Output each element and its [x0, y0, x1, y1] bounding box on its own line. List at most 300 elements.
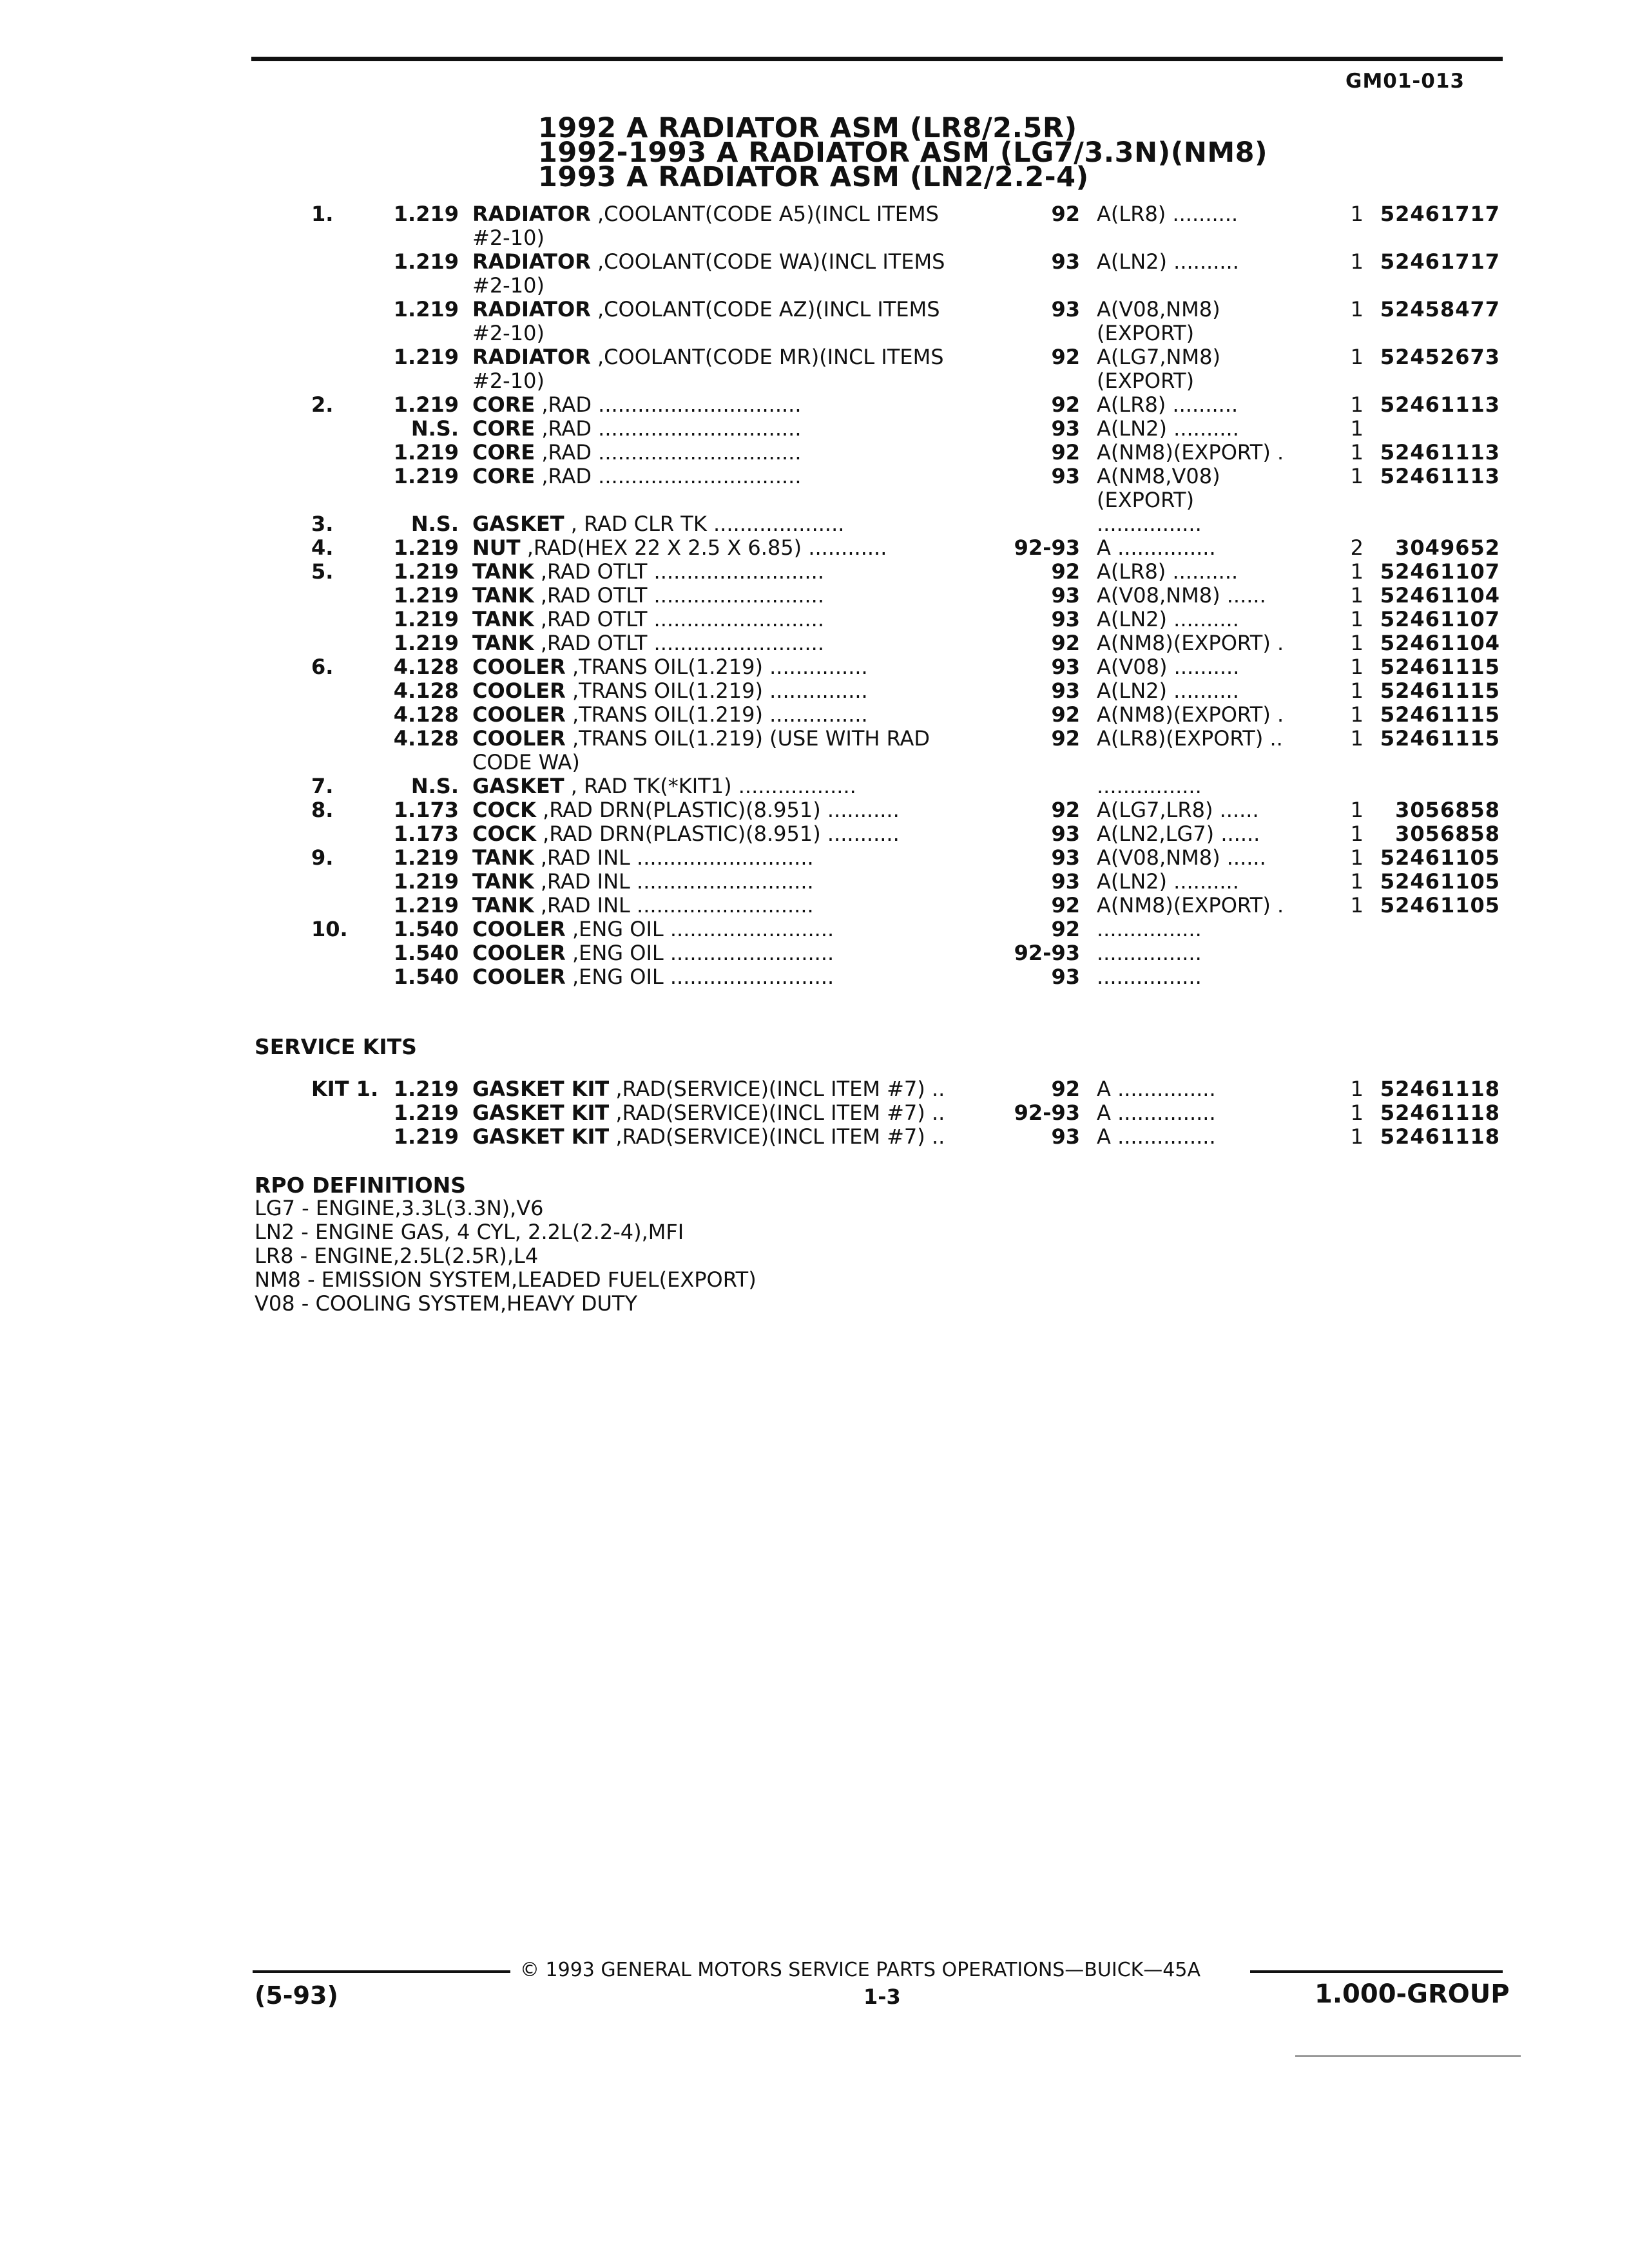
model-year: 93 [1051, 297, 1080, 322]
model-year: 93 [1051, 678, 1080, 703]
part-name: GASKET KIT [472, 1077, 610, 1101]
part-description [472, 679, 996, 703]
part-description-detail: ,RAD OTLT .......................... [534, 560, 825, 584]
part-description-detail: ,RAD ............................... [535, 465, 802, 488]
title-line-1: 1992 A RADIATOR ASM (LR8/2.5R) [538, 112, 1077, 144]
part-description [472, 798, 996, 822]
part-name: TANK [472, 584, 534, 608]
group-number: 1.219 [393, 1100, 459, 1125]
group-number: 1.219 [393, 202, 459, 226]
group-number: 1.219 [393, 1124, 459, 1149]
part-row [0, 846, 1629, 870]
part-description [472, 1125, 996, 1149]
model-applicability: A(NM8)(EXPORT) . [1097, 703, 1284, 727]
part-description [472, 918, 996, 941]
model-applicability: A(NM8,V08) [1097, 465, 1220, 488]
part-name: RADIATOR [472, 250, 591, 274]
part-row-continuation [0, 488, 1629, 512]
group-number: 1.219 [393, 869, 459, 894]
rpo-item: LN2 - ENGINE GAS, 4 CYL, 2.2L(2.2-4),MFI [255, 1220, 684, 1244]
model-year: 93 [1051, 1124, 1080, 1149]
group-number: 1.540 [393, 941, 459, 965]
model-applicability: A(LN2) .......... [1097, 417, 1239, 441]
part-description [472, 894, 996, 918]
group-number: 1.219 [393, 464, 459, 488]
quantity: 1 [1350, 464, 1364, 488]
group-number: 1.219 [393, 535, 459, 560]
part-number: 52461104 [1380, 583, 1500, 608]
group-number: 1.219 [393, 845, 459, 870]
part-description-detail: ,RAD OTLT .......................... [534, 584, 825, 608]
model-year: 92 [1051, 631, 1080, 655]
part-name: TANK [472, 846, 534, 870]
part-description-detail: ,TRANS OIL(1.219) (USE WITH RAD [565, 727, 930, 751]
part-row [0, 679, 1629, 703]
part-name: RADIATOR [472, 345, 591, 369]
quantity: 1 [1350, 392, 1364, 417]
quantity: 1 [1350, 893, 1364, 918]
quantity: 1 [1350, 822, 1364, 846]
model-applicability: ................ [1097, 774, 1202, 798]
bottom-right-line [1295, 2055, 1521, 2057]
part-name: COOLER [472, 918, 566, 941]
part-row [0, 250, 1629, 274]
part-description-detail: ,COOLANT(CODE AZ)(INCL ITEMS [590, 298, 940, 322]
quantity: 1 [1350, 702, 1364, 727]
part-number: 52458477 [1380, 297, 1500, 322]
part-description-detail: ,TRANS OIL(1.219) ............... [565, 679, 868, 703]
part-row [0, 441, 1629, 465]
service-kits-heading: SERVICE KITS [255, 1034, 417, 1059]
quantity: 1 [1350, 202, 1364, 226]
quantity: 1 [1350, 416, 1364, 441]
model-continuation: (EXPORT) [1097, 321, 1195, 345]
part-row-continuation [0, 274, 1629, 298]
item-number: 3. [311, 512, 334, 536]
item-number: 9. [311, 845, 334, 870]
document-code: GM01-013 [1345, 70, 1465, 93]
part-description [472, 393, 996, 417]
quantity: 1 [1350, 583, 1364, 608]
model-applicability: A(V08,NM8) ...... [1097, 584, 1266, 608]
part-number: 52461107 [1380, 607, 1500, 631]
description-continuation: #2-10) [472, 226, 545, 250]
part-name: COOLER [472, 655, 566, 679]
part-number: 3049652 [1395, 535, 1500, 560]
model-applicability: A(V08,NM8) [1097, 298, 1220, 322]
part-row [0, 1101, 1629, 1125]
part-name: GASKET [472, 512, 564, 536]
part-number: 52461115 [1380, 655, 1500, 679]
quantity: 1 [1350, 297, 1364, 322]
part-description-detail: ,RAD(SERVICE)(INCL ITEM #7) .. [609, 1077, 945, 1101]
rpo-item: NM8 - EMISSION SYSTEM,LEADED FUEL(EXPORT) [255, 1267, 757, 1292]
part-row [0, 703, 1629, 727]
footer-date-code: (5-93) [255, 1981, 338, 2010]
title-line-2: 1992-1993 A RADIATOR ASM (LG7/3.3N)(NM8) [538, 137, 1268, 169]
part-row [0, 798, 1629, 822]
part-description-detail: ,RAD(SERVICE)(INCL ITEM #7) .. [609, 1101, 945, 1125]
part-row [0, 465, 1629, 488]
part-row [0, 584, 1629, 608]
part-number: 52461118 [1380, 1124, 1500, 1149]
quantity: 1 [1350, 1124, 1364, 1149]
part-row [0, 1125, 1629, 1149]
item-number: 1. [311, 202, 334, 226]
item-number: 7. [311, 774, 334, 798]
part-number: 52461115 [1380, 702, 1500, 727]
group-number: 1.219 [393, 631, 459, 655]
part-description [472, 417, 996, 441]
model-year: 92-93 [1014, 535, 1080, 560]
part-number: 52461105 [1380, 845, 1500, 870]
part-row-continuation [0, 369, 1629, 393]
item-number: 8. [311, 798, 334, 822]
part-number: 3056858 [1395, 798, 1500, 822]
quantity: 1 [1350, 440, 1364, 465]
model-continuation: (EXPORT) [1097, 488, 1195, 512]
model-applicability: A ............... [1097, 1101, 1216, 1125]
part-description-detail: ,RAD INL ........................... [534, 894, 814, 918]
part-name: NUT [472, 536, 521, 560]
group-number: 4.128 [393, 726, 459, 751]
part-row [0, 727, 1629, 751]
model-applicability: A(LG7,NM8) [1097, 345, 1220, 369]
model-year: 93 [1051, 464, 1080, 488]
model-applicability: ................ [1097, 941, 1202, 965]
model-year: 92 [1051, 440, 1080, 465]
part-description [472, 560, 996, 584]
description-continuation: #2-10) [472, 369, 545, 393]
part-row [0, 608, 1629, 631]
quantity: 1 [1350, 655, 1364, 679]
group-number: 1.173 [393, 822, 459, 846]
quantity: 1 [1350, 845, 1364, 870]
model-applicability: A ............... [1097, 1125, 1216, 1149]
part-name: COCK [472, 822, 536, 846]
part-description-detail: ,RAD OTLT .......................... [534, 631, 825, 655]
part-row [0, 870, 1629, 894]
part-number: 52461105 [1380, 869, 1500, 894]
part-row [0, 202, 1629, 226]
model-year: 92 [1051, 345, 1080, 369]
item-number: 5. [311, 559, 334, 584]
rpo-item: V08 - COOLING SYSTEM,HEAVY DUTY [255, 1291, 637, 1316]
item-number: 10. [311, 917, 348, 941]
part-number: 52461113 [1380, 464, 1500, 488]
part-description [472, 822, 996, 846]
model-year: 92 [1051, 893, 1080, 918]
part-description [472, 774, 996, 798]
group-number: N.S. [410, 416, 459, 441]
model-year: 92 [1051, 559, 1080, 584]
model-year: 93 [1051, 583, 1080, 608]
model-applicability: A(LN2) .......... [1097, 608, 1239, 631]
group-number: N.S. [410, 774, 459, 798]
quantity: 1 [1350, 607, 1364, 631]
part-description [472, 846, 996, 870]
item-number: 4. [311, 535, 334, 560]
part-row [0, 393, 1629, 417]
part-description [472, 465, 996, 488]
part-description [472, 608, 996, 631]
part-description-detail: ,RAD INL ........................... [534, 846, 814, 870]
part-description [472, 298, 996, 322]
model-year: 93 [1051, 965, 1080, 989]
model-year: 92 [1051, 702, 1080, 727]
model-year: 92 [1051, 392, 1080, 417]
part-name: COCK [472, 798, 536, 822]
model-applicability: ................ [1097, 965, 1202, 989]
group-number: 1.219 [393, 559, 459, 584]
part-row-continuation [0, 226, 1629, 250]
part-row [0, 345, 1629, 369]
part-number: 52461115 [1380, 678, 1500, 703]
quantity: 1 [1350, 678, 1364, 703]
part-description [472, 655, 996, 679]
part-number: 52461717 [1380, 249, 1500, 274]
part-name: RADIATOR [472, 202, 591, 226]
model-year: 93 [1051, 607, 1080, 631]
model-applicability: A(LG7,LR8) ...... [1097, 798, 1259, 822]
part-description-detail: ,ENG OIL ......................... [565, 965, 834, 989]
item-number: KIT 1. [311, 1077, 379, 1101]
part-name: CORE [472, 441, 535, 465]
part-description-detail: , RAD TK(*KIT1) .................. [564, 774, 856, 798]
model-applicability: A(V08) .......... [1097, 655, 1240, 679]
part-description [472, 202, 996, 226]
part-row [0, 1077, 1629, 1101]
part-name: TANK [472, 608, 534, 631]
top-rule [251, 57, 1503, 61]
part-number: 52461113 [1380, 392, 1500, 417]
part-number: 52461105 [1380, 893, 1500, 918]
part-description [472, 250, 996, 274]
group-number: 1.219 [393, 249, 459, 274]
part-name: TANK [472, 894, 534, 918]
part-number: 52461118 [1380, 1100, 1500, 1125]
group-number: 1.219 [393, 607, 459, 631]
part-description [472, 512, 996, 536]
model-applicability: A(NM8)(EXPORT) . [1097, 631, 1284, 655]
group-number: 1.173 [393, 798, 459, 822]
part-description [472, 1077, 996, 1101]
part-name: GASKET KIT [472, 1101, 610, 1125]
part-number: 52461115 [1380, 726, 1500, 751]
group-number: 1.219 [393, 297, 459, 322]
part-row [0, 894, 1629, 918]
quantity: 1 [1350, 1100, 1364, 1125]
part-name: TANK [472, 631, 534, 655]
model-year: 93 [1051, 416, 1080, 441]
part-description-detail: ,ENG OIL ......................... [565, 918, 834, 941]
part-row [0, 941, 1629, 965]
part-description [472, 727, 996, 751]
group-number: 1.219 [393, 893, 459, 918]
group-number: 1.219 [393, 440, 459, 465]
model-applicability: ................ [1097, 512, 1202, 536]
part-description-detail: ,RAD ............................... [535, 441, 802, 465]
part-description-detail: ,RAD(HEX 22 X 2.5 X 6.85) ............ [520, 536, 887, 560]
model-applicability: A(LR8)(EXPORT) .. [1097, 727, 1283, 751]
description-continuation: #2-10) [472, 321, 545, 345]
part-description [472, 584, 996, 608]
quantity: 1 [1350, 869, 1364, 894]
model-applicability: A ............... [1097, 1077, 1216, 1101]
part-name: CORE [472, 393, 535, 417]
part-description [472, 345, 996, 369]
rpo-item: LR8 - ENGINE,2.5L(2.5R),L4 [255, 1244, 539, 1268]
footer-copyright: © 1993 GENERAL MOTORS SERVICE PARTS OPERATIONS—BUICK—45A [520, 1959, 1201, 1981]
quantity: 1 [1350, 249, 1364, 274]
part-name: RADIATOR [472, 298, 591, 322]
group-number: 1.219 [393, 345, 459, 369]
part-row [0, 512, 1629, 536]
part-row [0, 655, 1629, 679]
model-year: 92 [1051, 917, 1080, 941]
model-applicability: A(LN2) .......... [1097, 870, 1239, 894]
model-applicability: A(LN2) .......... [1097, 679, 1239, 703]
part-name: GASKET KIT [472, 1125, 610, 1149]
part-description [472, 965, 996, 989]
part-row [0, 298, 1629, 322]
part-description [472, 1101, 996, 1125]
item-number: 6. [311, 655, 334, 679]
model-applicability: A(NM8)(EXPORT) . [1097, 441, 1284, 465]
model-applicability: A ............... [1097, 536, 1216, 560]
part-name: COOLER [472, 727, 566, 751]
part-description [472, 441, 996, 465]
part-row [0, 918, 1629, 941]
part-number: 52452673 [1380, 345, 1500, 369]
part-name: COOLER [472, 679, 566, 703]
part-description-detail: , RAD CLR TK .................... [564, 512, 845, 536]
part-description [472, 536, 996, 560]
part-number: 52461104 [1380, 631, 1500, 655]
group-number: 1.540 [393, 917, 459, 941]
part-description [472, 870, 996, 894]
part-row-continuation [0, 751, 1629, 774]
part-description-detail: ,COOLANT(CODE WA)(INCL ITEMS [590, 250, 945, 274]
quantity: 1 [1350, 726, 1364, 751]
model-year: 93 [1051, 845, 1080, 870]
part-number: 52461107 [1380, 559, 1500, 584]
model-applicability: ................ [1097, 918, 1202, 941]
part-name: CORE [472, 465, 535, 488]
part-description [472, 703, 996, 727]
group-number: 4.128 [393, 655, 459, 679]
group-number: 1.219 [393, 583, 459, 608]
part-row-continuation [0, 322, 1629, 345]
quantity: 1 [1350, 345, 1364, 369]
part-description-detail: ,COOLANT(CODE MR)(INCL ITEMS [590, 345, 944, 369]
part-description-detail: ,RAD(SERVICE)(INCL ITEM #7) .. [609, 1125, 945, 1149]
model-applicability: A(LN2,LG7) ...... [1097, 822, 1260, 846]
part-description-detail: ,ENG OIL ......................... [565, 941, 834, 965]
model-applicability: A(LR8) .......... [1097, 202, 1239, 226]
part-number: 52461118 [1380, 1077, 1500, 1101]
part-description-detail: ,RAD INL ........................... [534, 870, 814, 894]
footer-group: 1.000-GROUP [1315, 1979, 1510, 2009]
description-continuation: #2-10) [472, 273, 545, 298]
title-line-3: 1993 A RADIATOR ASM (LN2/2.2-4) [538, 161, 1089, 193]
model-applicability: A(LN2) .......... [1097, 250, 1239, 274]
footer-page-number: 1-3 [863, 1984, 901, 2009]
part-description-detail: ,RAD DRN(PLASTIC)(8.951) ........... [535, 798, 900, 822]
rpo-item: LG7 - ENGINE,3.3L(3.3N),V6 [255, 1196, 544, 1220]
group-number: 1.219 [393, 1077, 459, 1101]
model-year: 92 [1051, 202, 1080, 226]
model-year: 92 [1051, 798, 1080, 822]
part-description-detail: ,COOLANT(CODE A5)(INCL ITEMS [590, 202, 939, 226]
part-name: COOLER [472, 965, 566, 989]
footer-rule-right [1250, 1970, 1503, 1973]
part-description [472, 941, 996, 965]
quantity: 1 [1350, 1077, 1364, 1101]
group-number: 1.540 [393, 965, 459, 989]
part-row [0, 417, 1629, 441]
part-name: TANK [472, 560, 534, 584]
model-year: 93 [1051, 869, 1080, 894]
group-number: 4.128 [393, 702, 459, 727]
part-number: 3056858 [1395, 822, 1500, 846]
model-year: 93 [1051, 822, 1080, 846]
part-row [0, 560, 1629, 584]
part-description-detail: ,TRANS OIL(1.219) ............... [565, 655, 868, 679]
model-applicability: A(LR8) .......... [1097, 393, 1239, 417]
part-number: 52461113 [1380, 440, 1500, 465]
part-number: 52461717 [1380, 202, 1500, 226]
part-row [0, 536, 1629, 560]
part-row [0, 822, 1629, 846]
part-row [0, 774, 1629, 798]
model-applicability: A(NM8)(EXPORT) . [1097, 894, 1284, 918]
part-description-detail: ,TRANS OIL(1.219) ............... [565, 703, 868, 727]
group-number: 4.128 [393, 678, 459, 703]
model-applicability: A(V08,NM8) ...... [1097, 846, 1266, 870]
part-name: COOLER [472, 703, 566, 727]
group-number: 1.219 [393, 392, 459, 417]
quantity: 1 [1350, 559, 1364, 584]
part-description-detail: ,RAD OTLT .......................... [534, 608, 825, 631]
model-year: 92-93 [1014, 941, 1080, 965]
quantity: 1 [1350, 631, 1364, 655]
part-description-detail: ,RAD ............................... [535, 393, 802, 417]
model-continuation: (EXPORT) [1097, 369, 1195, 393]
part-description-detail: ,RAD ............................... [535, 417, 802, 441]
rpo-heading: RPO DEFINITIONS [255, 1173, 467, 1198]
item-number: 2. [311, 392, 334, 417]
description-continuation: CODE WA) [472, 750, 580, 774]
part-name: GASKET [472, 774, 564, 798]
model-year: 93 [1051, 249, 1080, 274]
part-row [0, 631, 1629, 655]
part-description-detail: ,RAD DRN(PLASTIC)(8.951) ........... [535, 822, 900, 846]
model-year: 93 [1051, 655, 1080, 679]
part-description [472, 631, 996, 655]
part-name: TANK [472, 870, 534, 894]
part-name: CORE [472, 417, 535, 441]
group-number: N.S. [410, 512, 459, 536]
model-year: 92 [1051, 1077, 1080, 1101]
part-row [0, 965, 1629, 989]
part-name: COOLER [472, 941, 566, 965]
model-year: 92 [1051, 726, 1080, 751]
model-year: 92-93 [1014, 1100, 1080, 1125]
footer-rule-left [253, 1970, 510, 1973]
quantity: 1 [1350, 798, 1364, 822]
quantity: 2 [1350, 535, 1364, 560]
